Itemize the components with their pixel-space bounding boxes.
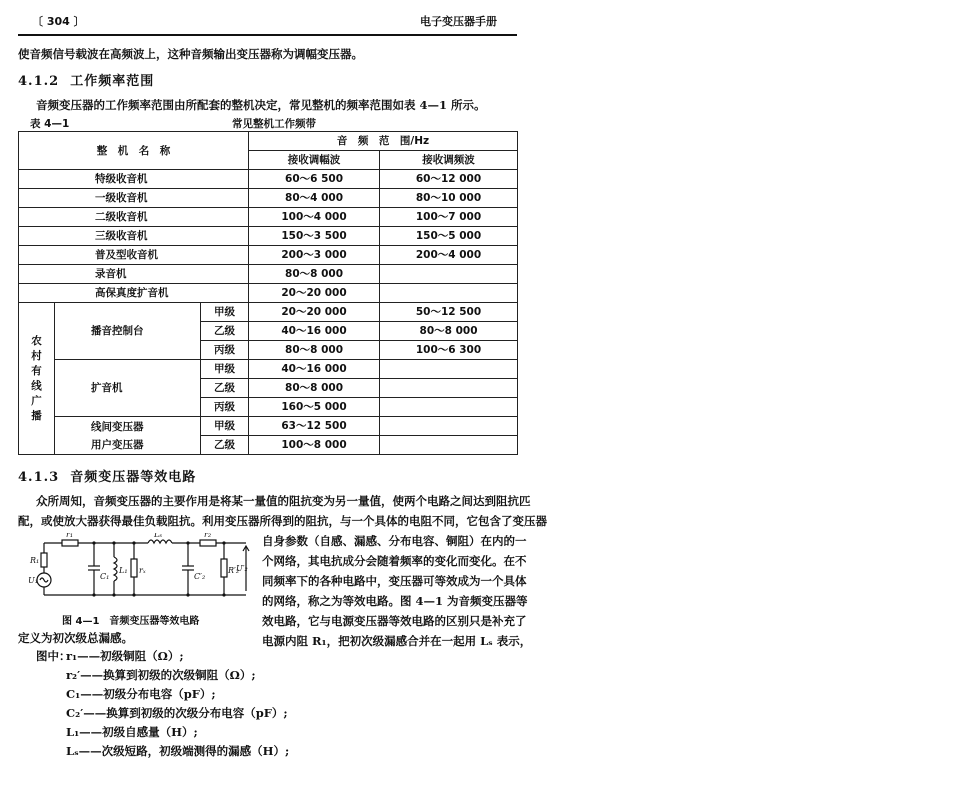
row-grade: 甲级 [201,303,249,322]
running-title: 电子变压器手册 [420,15,497,28]
legend-item: L₁——初级自感量（H）; [66,725,198,739]
row-am: 80～8 000 [249,265,380,284]
label-rs: rₓ [139,566,146,575]
row-fm: 80～8 000 [380,322,518,341]
table-row [19,189,518,208]
row-grade: 甲级 [201,360,249,379]
wrap-line: 个网络，其电抗成分会随着频率的变化而变化。在不 [262,554,527,568]
row-am: 40～16 000 [249,360,380,379]
row-fm: 100～6 300 [380,341,518,360]
intro-line: 使音频信号载波在高频波上，这种音频输出变压器称为调幅变压器。 [18,47,363,61]
table-row [19,208,518,227]
table-row [19,417,518,436]
figure-caption: 图 4—1 音频变压器等效电路 [62,616,200,627]
row-am: 80～4 000 [249,189,380,208]
row-am: 20～20 000 [249,303,380,322]
row-name: 一级收音机 [19,189,249,208]
broadcast-console-name: 播音控制台 [55,303,201,360]
table-header-row [19,132,518,151]
row-fm: 150～5 000 [380,227,518,246]
row-am: 200～3 000 [249,246,380,265]
row-fm [380,417,518,436]
table-row [19,303,518,322]
frequency-table [18,131,518,455]
section-title: 工作频率范围 [70,74,155,89]
table-row [19,360,518,379]
table-caption: 常见整机工作频带 [232,118,316,130]
row-fm: 50～12 500 [380,303,518,322]
row-am: 60～6 500 [249,170,380,189]
after-line: 定义为初次级总漏感。 [18,631,133,645]
section-title: 音频变压器等效电路 [70,470,197,485]
row-am: 80～8 000 [249,379,380,398]
row-grade: 丙级 [201,398,249,417]
row-fm [380,379,518,398]
row-am: 20～20 000 [249,284,380,303]
row-am: 150～3 500 [249,227,380,246]
row-am: 40～16 000 [249,322,380,341]
legend-item: r₁——初级铜阻（Ω）; [66,649,184,663]
label-U1: U₁ [28,576,38,585]
header-rule [18,34,517,36]
row-name: 普及型收音机 [19,246,249,265]
equivalent-circuit-diagram [28,533,256,605]
section-4-1-2-paragraph: 音频变压器的工作频率范围由所配套的整机决定，常见整机的频率范围如表 4—1 所示。 [36,98,486,112]
label-r2: r₂ [204,533,212,539]
header-audio-range: 音 频 范 围/Hz [249,132,518,151]
table-row [19,227,518,246]
amplifier-name: 扩音机 [55,360,201,417]
row-grade: 丙级 [201,341,249,360]
row-am: 63～12 500 [249,417,380,436]
section-4-1-3-line2: 配，或使放大器获得最佳负载阻抗。利用变压器所得到的阻抗，与一个具体的电阻不同，它包含了变压器 [18,514,547,528]
row-am: 160～5 000 [249,398,380,417]
label-C2: C′₂ [194,572,206,581]
legend-item: C₁——初级分布电容（pF）; [66,687,216,701]
section-4-1-3-heading [18,466,196,485]
label-r1: r₁ [66,533,74,539]
row-name: 二级收音机 [19,208,249,227]
page-number: 〔 304 〕 [32,15,85,28]
legend-intro: 图中： [36,649,71,663]
row-name: 特级收音机 [19,170,249,189]
row-fm: 200～4 000 [380,246,518,265]
wrap-line: 自身参数（自感、漏感、分布电容、铜阻）在内的一 [262,534,527,548]
legend-item: C₂′——换算到初级的次级分布电容（pF）; [66,706,288,720]
row-fm [380,284,518,303]
label-Ls: Lₛ [154,533,163,539]
legend-item: Lₛ——次级短路，初级端测得的漏感（H）; [66,744,290,758]
transformer-names [55,417,201,455]
wrap-line: 效电路，它与电源变压器等效电路的区别只是补充了 [262,614,527,628]
wrap-line: 同频率下的各种电路中，变压器可等效成为一个具体 [262,574,527,588]
wrap-line: 的网络，称之为等效电路。图 4—1 为音频变压器等 [262,594,528,608]
row-grade: 乙级 [201,322,249,341]
row-fm: 100～7 000 [380,208,518,227]
row-am: 100～4 000 [249,208,380,227]
section-4-1-2-heading [18,70,154,89]
row-am: 100～8 000 [249,436,380,455]
row-fm: 80～10 000 [380,189,518,208]
table-row [19,170,518,189]
row-grade: 乙级 [201,436,249,455]
legend-item: r₂′——换算到初级的次级铜阻（Ω）; [66,668,256,682]
label-R1: R₁ [30,556,40,565]
row-grade: 乙级 [201,379,249,398]
label-R2: R′₂ [228,566,240,575]
table-row [19,265,518,284]
row-grade: 甲级 [201,417,249,436]
table-row [19,246,518,265]
header-fm: 接收调频波 [380,151,518,170]
header-am: 接收调幅波 [249,151,380,170]
row-fm [380,360,518,379]
section-number: 4.1.3 [18,470,60,485]
label-U2: U′₂ [236,564,248,573]
row-am: 80～8 000 [249,341,380,360]
section-4-1-3-line1: 众所周知，音频变压器的主要作用是将某一量值的阻抗变为另一量值，使两个电路之间达到阻抗匹 [36,494,531,508]
table-label: 表 4—1 [30,118,70,130]
header-device-name: 整 机 名 称 [19,132,249,170]
table-row [19,284,518,303]
row-name: 高保真度扩音机 [19,284,249,303]
label-C1: C₁ [100,572,110,581]
row-name: 三级收音机 [19,227,249,246]
row-name: 录音机 [19,265,249,284]
rural-group-label: 农 村 有 线 广 播 [19,303,55,455]
section-number: 4.1.2 [18,74,60,89]
user-transformer-name: 用户变压器 [91,438,144,451]
wrap-line: 电源内阻 R₁，把初次级漏感合并在一起用 Lₛ 表示， [262,634,532,648]
line-transformer-name: 线间变压器 [91,420,144,433]
row-fm: 60～12 000 [380,170,518,189]
row-fm [380,398,518,417]
row-fm [380,436,518,455]
row-fm [380,265,518,284]
label-L1: L₁ [119,566,128,575]
